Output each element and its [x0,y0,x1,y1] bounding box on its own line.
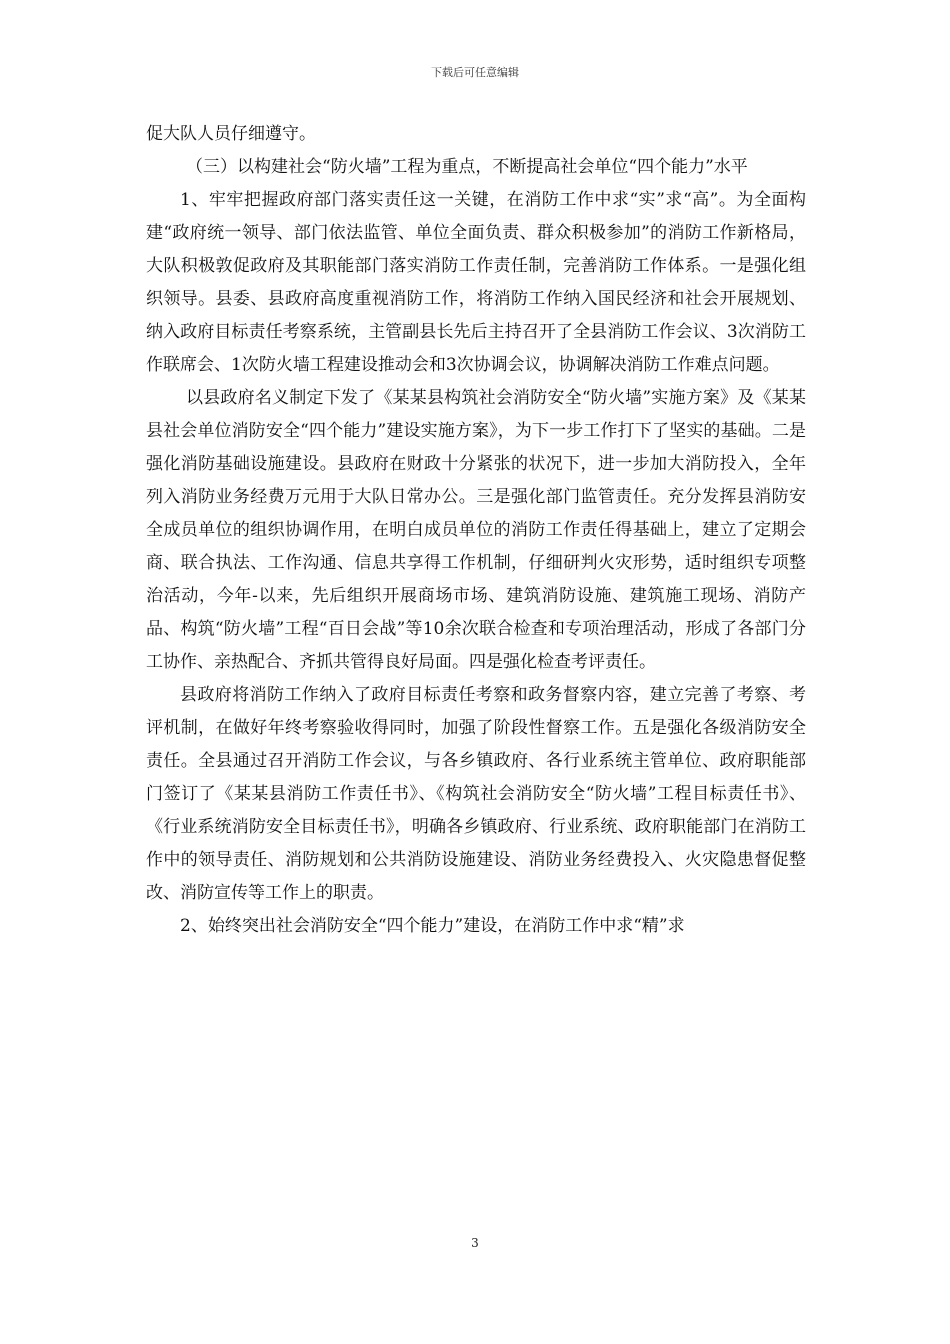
document-body [146,118,806,943]
page-number: 3 [471,1236,479,1250]
paragraph-item-2: 2、始终突出社会消防安全“四个能力”建设，在消防工作中求“精”求 [180,916,685,936]
paragraph-continuation: 促大队人员仔细遵守。 [146,124,316,144]
section-heading-3: （三）以构建社会“防火墙”工程为重点，不断提高社会单位“四个能力”水平 [186,157,748,177]
page-header-note: 下载后可任意编辑 [431,66,519,79]
paragraph-government-supervision: 县政府将消防工作纳入了政府目标责任考察和政务督察内容，建立完善了考察、考评机制，在做好年终考察验收得同时，加强了阶段性督察工作。五是强化各级消防安全责任。全县通过召开消防工作会议，与各乡镇政府、各行业系统主管单位、政府职能部门签订了《某某县消防工作责任书》、《构筑社会消防安全“防火墙”工程目标责任书》、《行业系统消防安全目标责任书》，明确各乡镇政府、行业系统、政府职能部门在消防工作中的领导责任、消防规划和公共消防设施建设、消防业务经费投入、火灾隐患督促整改、消防宣传等工作上的职责。 [146,685,806,903]
paragraph-item-1: 1、牢牢把握政府部门落实责任这一关键，在消防工作中求“实”求“高”。为全面构建“政府统一领导、部门依法监管、单位全面负责、群众积极参加”的消防工作新格局，大队积极敦促政府及其职能部门落实消防工作责任制，完善消防工作体系。一是强化组织领导。县委、县政府高度重视消防工作，将消防工作纳入国民经济和社会开展规划、纳入政府目标责任考察系统，主管副县长先后主持召开了全县消防工作会议、3次消防工作联席会、1次防火墙工程建设推动会和3次协调会议，协调解决消防工作难点问题。 [146,190,806,375]
paragraph-policy-documents: 以县政府名义制定下发了《某某县构筑社会消防安全“防火墙”实施方案》及《某某县社会单位消防安全“四个能力”建设实施方案》，为下一步工作打下了坚实的基础。二是强化消防基础设施建设。县政府在财政十分紧张的状况下，进一步加大消防投入，全年列入消防业务经费万元用于大队日常办公。三是强化部门监管责任。充分发挥县消防安全成员单位的组织协调作用，在明白成员单位的消防工作责任得基础上，建立了定期会商、联合执法、工作沟通、信息共享得工作机制，仔细研判火灾形势，适时组织专项整治活动，今年-以来，先后组织开展商场市场、建筑消防设施、建筑施工现场、消防产品、构筑“防火墙”工程“百日会战”等10余次联合检查和专项治理活动，形成了各部门分工协作、亲热配合、齐抓共管得良好局面。四是强化检查考评责任。 [146,388,806,672]
